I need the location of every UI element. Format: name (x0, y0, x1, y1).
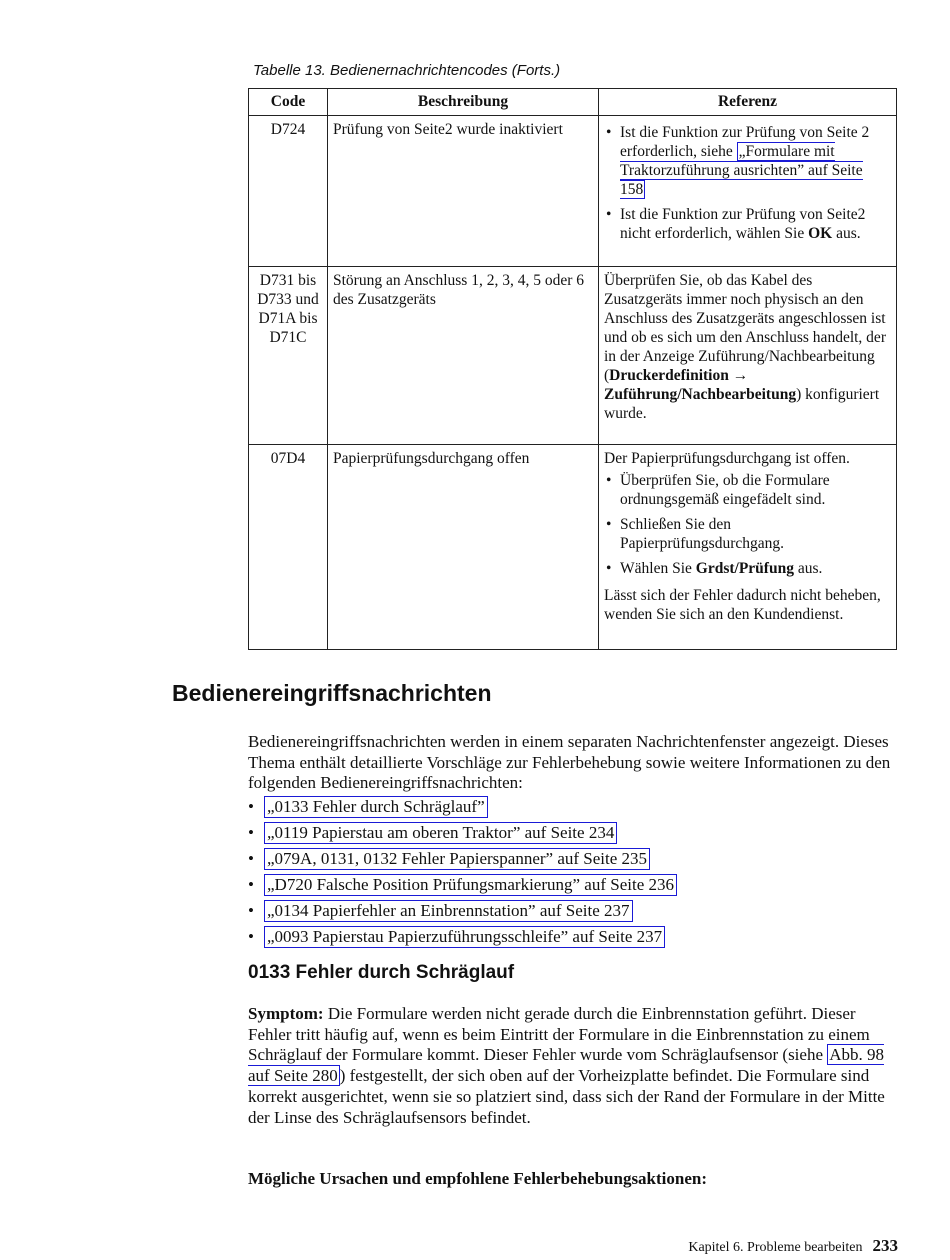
list-item (248, 900, 677, 926)
row-code: D724 (249, 116, 328, 267)
section-title: Bedienereingriffsnachrichten (172, 680, 492, 706)
reference-bold-text: OK (808, 225, 833, 242)
footer-chapter: Kapitel 6. Probleme bearbeiten (688, 1240, 863, 1255)
row-description: Prüfung von Seite2 wurde inaktiviert (328, 116, 599, 267)
message-link-list (248, 796, 677, 952)
link-0134[interactable]: „0134 Papierfehler an Einbrennstation” auf Seite 237 (264, 900, 633, 922)
row-description: Störung an Anschluss 1, 2, 3, 4, 5 oder 6 des Zusatzgeräts (328, 267, 599, 445)
reference-bullet (604, 123, 891, 199)
table-row (249, 116, 897, 267)
row-description: Papierprüfungsdurchgang offen (328, 445, 599, 650)
reference-text: Überprüfen Sie, ob das Kabel des Zusatzgeräts immer noch physisch an den Anschluss des Zusatzgeräts angeschlossen ist und ob es sich um den Anschluss handelt, der in der Anzeige Zuführung/Nachbearbeitung ( (604, 272, 886, 384)
reference-bullet (604, 205, 891, 243)
symptom-text: Die Formulare werden nicht gerade durch die Einbrennstation geführt. Dieser Fehler tritt häufig auf, wenn es beim Eintritt der Formulare in die Einbrennstation zu einem Schräglauf der Formulare kommt. Dieser Fehler wurde vom Schräglaufsensor (siehe (248, 1004, 870, 1065)
reference-bold-text: Druckerdefinition → Zuführung/Nachbearbeitung (604, 367, 797, 403)
reference-text: Wählen Sie (620, 560, 696, 577)
subsection-title: 0133 Fehler durch Schräglauf (248, 962, 515, 983)
table-caption: Tabelle 13. Bedienernachrichtencodes (Forts.) (253, 62, 561, 79)
link-figure-98[interactable]: Abb. 98 auf Seite 280 (248, 1045, 885, 1086)
page-footer (688, 1236, 898, 1256)
link-0133[interactable]: „0133 Fehler durch Schräglauf” (264, 796, 488, 818)
row-reference (599, 267, 897, 445)
list-item (248, 796, 677, 822)
symptom-text: ) festgestellt, der sich oben auf der Vorheizplatte befindet. Die Formulare sind korrekt ausgerichtet, wenn sie so platziert sind, dass sich der Rand der Formulare in der Mitte der Linse des Schräglaufsensors befindet. (248, 1066, 885, 1127)
reference-text: ) konfiguriert wurde. (604, 386, 880, 422)
reference-bullet (604, 559, 891, 578)
link-align-tractor-forms[interactable]: „Formulare mit Traktorzuführung ausrichten” auf Seite 158 (620, 143, 863, 198)
header-reference: Referenz (599, 89, 897, 116)
reference-text: aus. (793, 560, 823, 577)
link-0093[interactable]: „0093 Papierstau Papierzuführungsschleife” auf Seite 237 (264, 926, 665, 948)
operator-codes-table (248, 88, 897, 650)
table-row (249, 267, 897, 445)
reference-intro: Der Papierprüfungsdurchgang ist offen. (604, 450, 850, 467)
symptom-label: Symptom: (248, 1004, 324, 1023)
reference-bold-text: Grdst/Prüfung (695, 560, 794, 577)
table-row (249, 445, 897, 650)
table-header-row (249, 89, 897, 116)
symptom-paragraph (248, 1004, 898, 1128)
reference-bullet: • Schließen Sie den Papierprüfungsdurchgang. (604, 515, 891, 553)
link-0119[interactable]: „0119 Papierstau am oberen Traktor” auf Seite 234 (264, 822, 617, 844)
reference-outro: Lässt sich der Fehler dadurch nicht beheben, wenden Sie sich an den Kundendienst. (604, 587, 881, 623)
causes-heading: Mögliche Ursachen und empfohlene Fehlerbehebungsaktionen: (248, 1169, 708, 1188)
header-description: Beschreibung (328, 89, 599, 116)
list-item (248, 848, 677, 874)
page-number: 233 (872, 1236, 898, 1255)
section-intro: Bedienereingriffsnachrichten werden in einem separaten Nachrichtenfenster angezeigt. Dieses Thema enthält detaillierte Vorschläge zur Fehlerbehebung sowie weitere Informationen zu den folgenden Bedienereingriffsnachrichten: (248, 732, 891, 792)
reference-bullet: • Überprüfen Sie, ob die Formulare ordnungsgemäß eingefädelt sind. (604, 471, 891, 509)
link-d720[interactable]: „D720 Falsche Position Prüfungsmarkierung” auf Seite 236 (264, 874, 677, 896)
list-item (248, 822, 677, 848)
header-code: Code (249, 89, 328, 116)
reference-text: Ist die Funktion zur Prüfung von Seite2 nicht erforderlich, wählen Sie (620, 206, 866, 242)
list-item (248, 874, 677, 900)
row-reference (599, 116, 897, 267)
row-code: D731 bis D733 und D71A bis D71C (249, 267, 328, 445)
link-079a[interactable]: „079A, 0131, 0132 Fehler Papierspanner” auf Seite 235 (264, 848, 650, 870)
row-code: 07D4 (249, 445, 328, 650)
row-reference (599, 445, 897, 650)
reference-text: Ist die Funktion zur Prüfung von Seite 2 erforderlich, siehe (620, 124, 870, 160)
reference-text: aus. (832, 225, 861, 242)
list-item (248, 926, 677, 952)
